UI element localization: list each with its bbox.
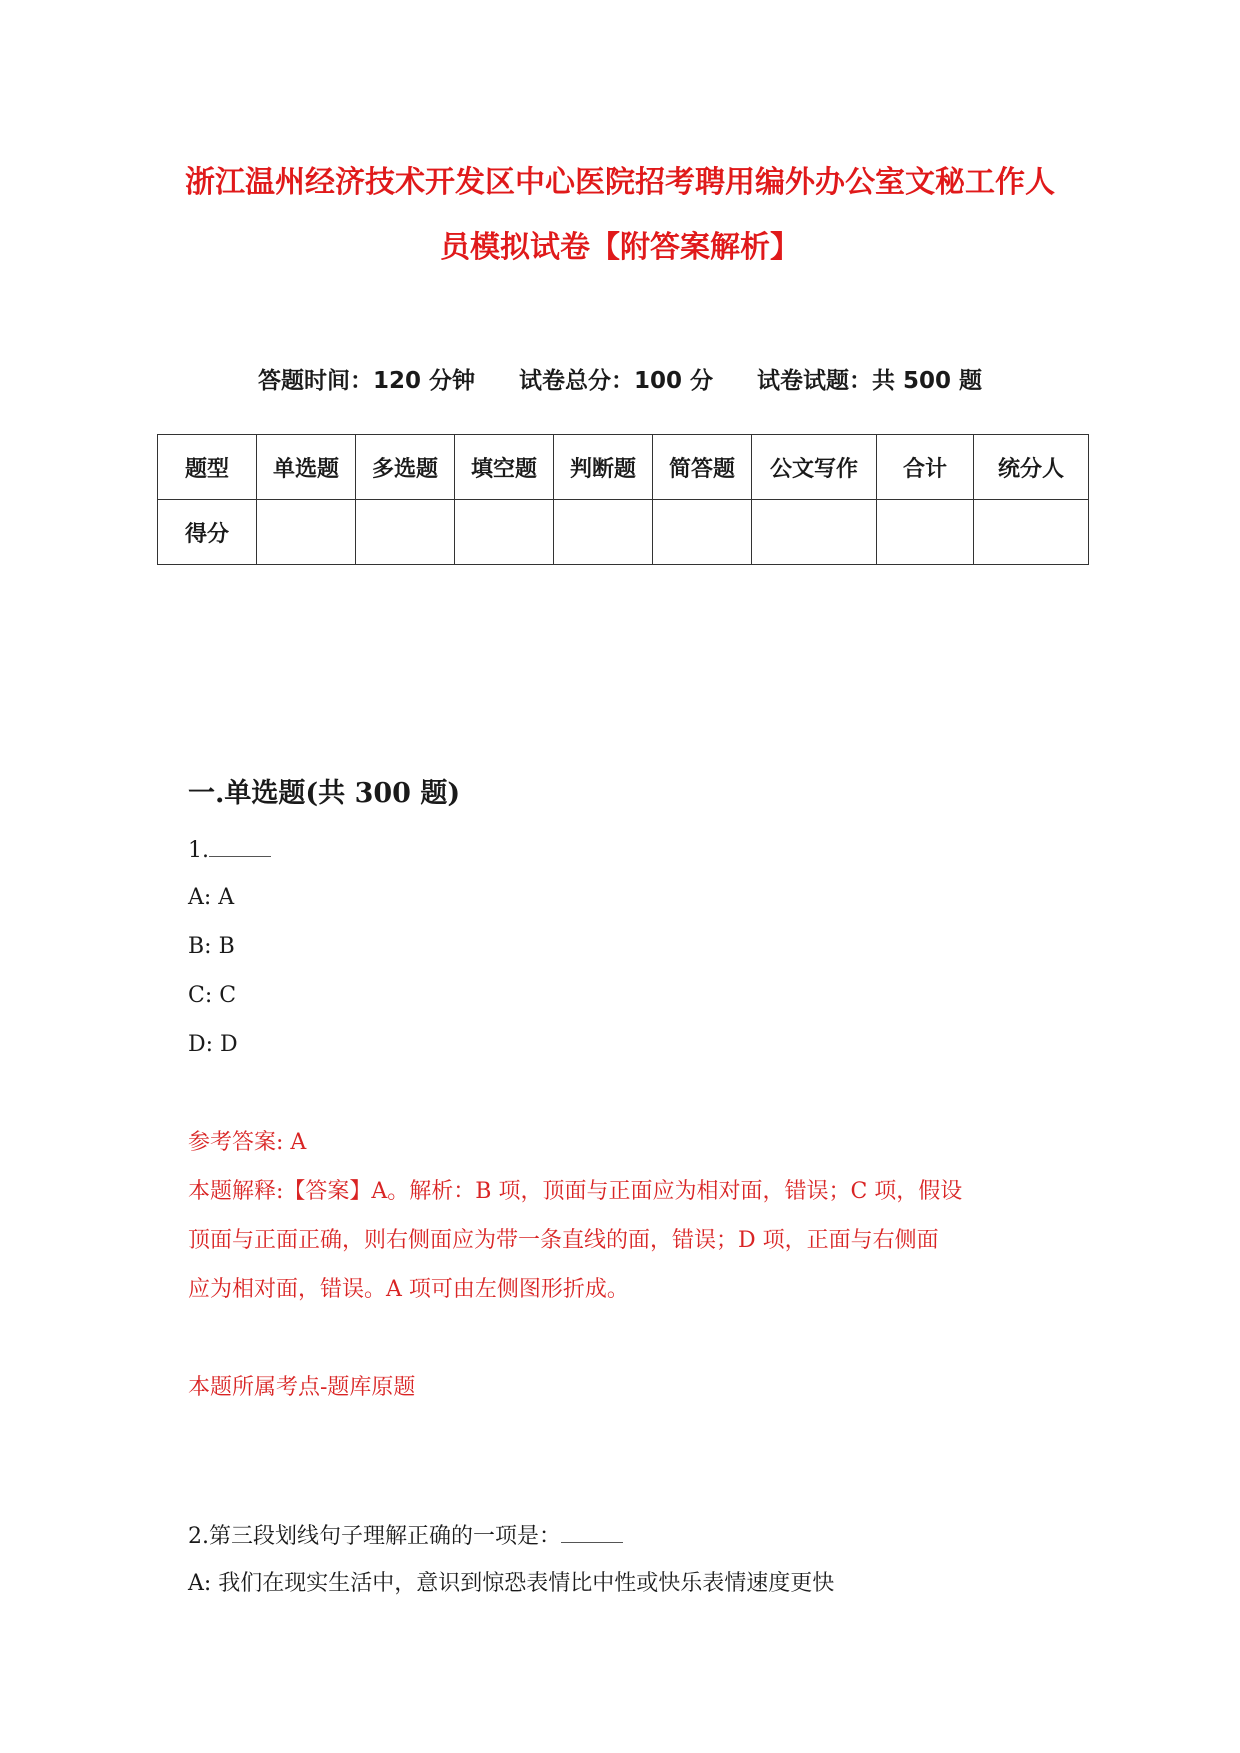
table-header-cell: 合计 — [877, 435, 974, 500]
score-table — [157, 434, 1089, 565]
score-cell — [257, 500, 356, 565]
table-header-cell: 多选题 — [356, 435, 455, 500]
question-2-stem — [188, 1520, 623, 1552]
question-1-explanation-line-2: 顶面与正面正确，则右侧面应为带一条直线的面，错误；D 项，正面与右侧面 — [188, 1228, 939, 1253]
table-header-cell: 判断题 — [554, 435, 653, 500]
question-1-topic: 本题所属考点-题库原题 — [188, 1375, 416, 1400]
score-cell — [653, 500, 752, 565]
question-1-option-d: D: D — [188, 1032, 238, 1057]
document-title-line-2: 员模拟试卷【附答案解析】 — [440, 230, 800, 265]
question-1-explanation-line-3: 应为相对面，错误。A 项可由左侧图形折成。 — [188, 1277, 629, 1302]
answer-blank — [561, 1520, 623, 1543]
exam-question-count: 试卷试题：共 500 题 — [757, 368, 983, 394]
score-cell — [356, 500, 455, 565]
table-header-cell: 简答题 — [653, 435, 752, 500]
table-header-cell: 公文写作 — [752, 435, 877, 500]
score-cell — [974, 500, 1089, 565]
table-header-cell: 单选题 — [257, 435, 356, 500]
question-1-option-a: A: A — [188, 885, 235, 910]
score-cell — [554, 500, 653, 565]
question-number: 1. — [188, 838, 209, 863]
question-stem-text: 第三段划线句子理解正确的一项是： — [209, 1524, 562, 1549]
score-cell — [455, 500, 554, 565]
table-header-cell: 题型 — [158, 435, 257, 500]
section-heading: 一.单选题(共 300 题) — [188, 778, 461, 809]
table-header-cell: 填空题 — [455, 435, 554, 500]
document-title-line-1: 浙江温州经济技术开发区中心医院招考聘用编外办公室文秘工作人 — [185, 165, 1055, 200]
table-header-cell: 统分人 — [974, 435, 1089, 500]
exam-total-score: 试卷总分：100 分 — [518, 368, 714, 394]
question-1-stem — [188, 834, 271, 866]
question-1-option-b: B: B — [188, 934, 235, 959]
question-2-option-a: A: 我们在现实生活中，意识到惊恐表情比中性或快乐表情速度更快 — [188, 1571, 835, 1596]
exam-time: 答题时间：120 分钟 — [257, 368, 475, 394]
score-table-header-row — [158, 435, 1089, 500]
question-1-explanation-line-1: 本题解释:【答案】A。解析：B 项，顶面与正面应为相对面，错误；C 项，假设 — [188, 1179, 963, 1204]
score-cell — [752, 500, 877, 565]
table-row-label: 得分 — [158, 500, 257, 565]
exam-meta — [140, 362, 1100, 395]
answer-blank — [209, 834, 271, 857]
score-table-score-row — [158, 500, 1089, 565]
score-cell — [877, 500, 974, 565]
question-number: 2. — [188, 1524, 209, 1549]
question-1-option-c: C: C — [188, 983, 237, 1008]
question-1-answer: 参考答案: A — [188, 1130, 307, 1155]
